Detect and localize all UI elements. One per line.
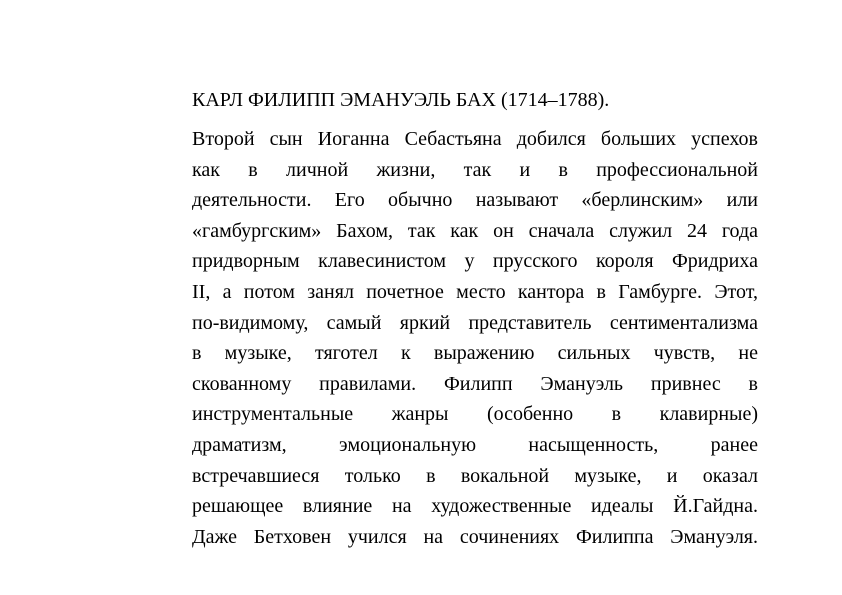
paragraph-line: инструментальные жанры (особенно в клавирные) bbox=[192, 403, 758, 426]
paragraph-line: деятельности. Его обычно называют «берлинским» или bbox=[192, 189, 758, 212]
paragraph-line: в музыке, тяготел к выражению сильных чувств, не bbox=[192, 342, 758, 365]
paragraph-line: придворным клавесинистом у прусского короля Фридриха bbox=[192, 250, 758, 273]
paragraph-line: «гамбургским» Бахом, так как он сначала служил 24 года bbox=[192, 219, 758, 242]
paragraph-line: драматизм, эмоциональную насыщенность, ранее bbox=[192, 433, 758, 456]
paragraph-line: Даже Бетховен учился на сочинениях Филиппа Эмануэля. bbox=[192, 525, 758, 548]
paragraph-line: Второй сын Иоганна Себастьяна добился больших успехов bbox=[192, 128, 758, 150]
paragraph-line: как в личной жизни, так и в профессиональной bbox=[192, 158, 758, 181]
page-title: КАРЛ ФИЛИПП ЭМАНУЭЛЬ БАХ (1714–1788). bbox=[192, 89, 610, 111]
body-paragraph bbox=[192, 124, 758, 552]
paragraph-line: встречавшиеся только в вокальной музыке, и оказал bbox=[192, 464, 758, 487]
paragraph-line: II, а потом занял почетное место кантора в Гамбурге. Этот, bbox=[192, 280, 758, 303]
paragraph-line: скованному правилами. Филипп Эмануэль привнес в bbox=[192, 372, 758, 395]
paragraph-line: по-видимому, самый яркий представитель сентиментализма bbox=[192, 311, 758, 334]
paragraph-line: решающее влияние на художественные идеалы Й.Гайдна. bbox=[192, 495, 758, 518]
